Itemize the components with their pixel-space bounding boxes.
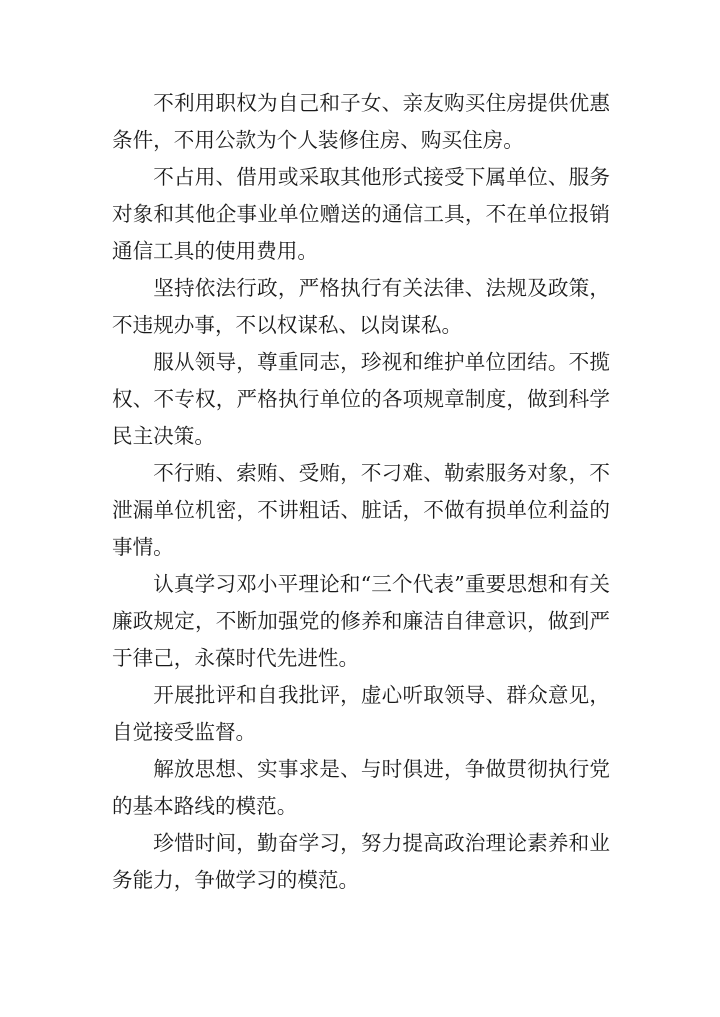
paragraph-8: 解放思想、实事求是、与时俱进，争做贯彻执行党的基本路线的模范。 (112, 757, 610, 818)
paragraph-5: 不行贿、索贿、受贿，不刁难、勒索服务对象，不泄漏单位机密，不讲粗话、脏话，不做有损单位利益的事情。 (112, 461, 610, 559)
paragraph-6: 认真学习邓小平理论和“三个代表”重要思想和有关廉政规定，不断加强党的修养和廉洁自律意识，做到严于律己，永葆时代先进性。 (112, 572, 610, 670)
document-body (112, 85, 610, 899)
paragraph-2: 不占用、借用或采取其他形式接受下属单位、服务对象和其他企事业单位赠送的通信工具，不在单位报销通信工具的使用费用。 (112, 165, 610, 263)
paragraph-1: 不利用职权为自己和子女、亲友购买住房提供优惠条件，不用公款为个人装修住房、购买住房。 (112, 91, 610, 152)
paragraph-4: 服从领导，尊重同志，珍视和维护单位团结。不揽权、不专权，严格执行单位的各项规章制度，做到科学民主决策。 (112, 350, 610, 448)
paragraph-3: 坚持依法行政，严格执行有关法律、法规及政策，不违规办事，不以权谋私、以岗谋私。 (112, 276, 610, 337)
paragraph-7: 开展批评和自我批评，虚心听取领导、群众意见，自觉接受监督。 (112, 683, 610, 744)
paragraph-9: 珍惜时间，勤奋学习，努力提高政治理论素养和业务能力，争做学习的模范。 (112, 831, 610, 892)
